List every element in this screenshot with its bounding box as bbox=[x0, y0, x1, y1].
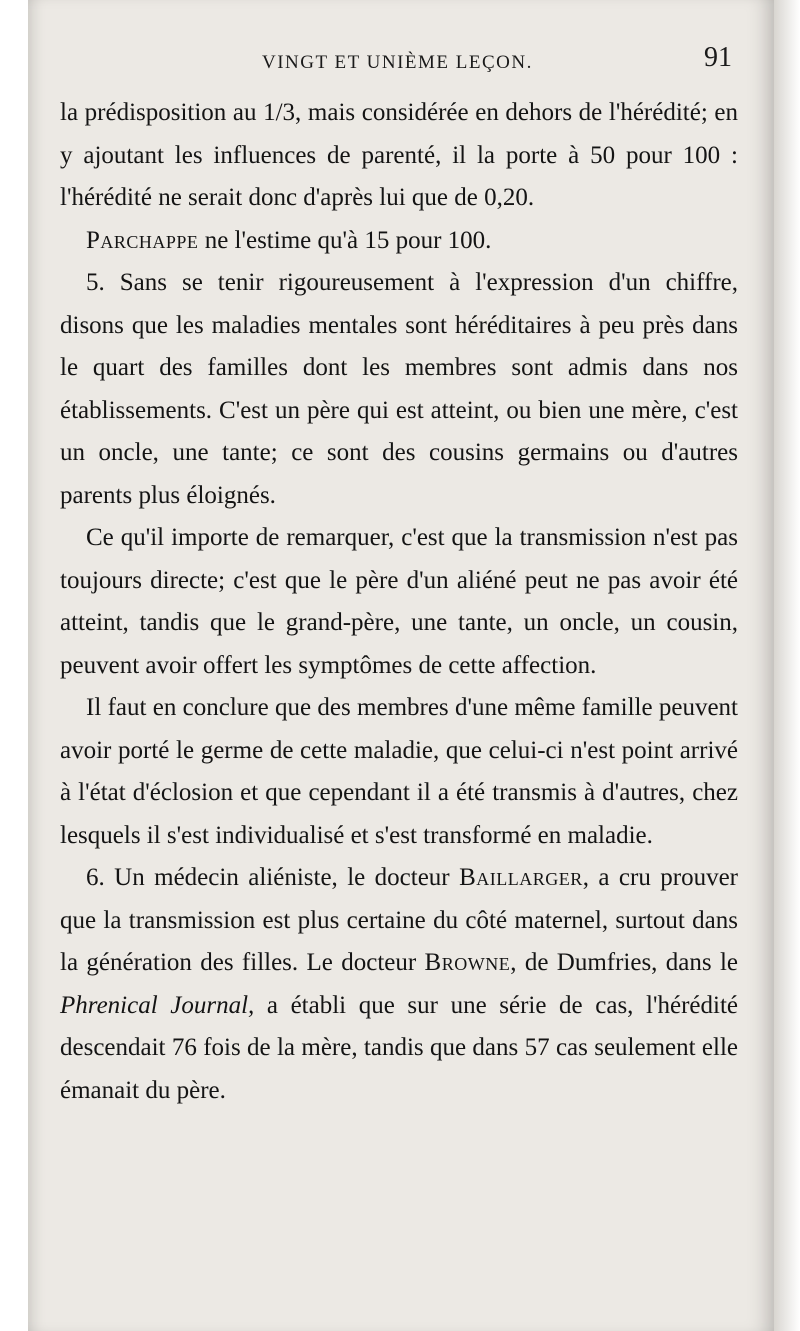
journal-title: Phrenical Journal, bbox=[60, 991, 255, 1019]
paragraph-6-text-a: 6. Un médecin aliéniste, le docteur bbox=[86, 864, 460, 891]
page-edge bbox=[774, 0, 800, 1331]
paragraph-4: Ce qu'il importe de remarquer, c'est que la transmission n'est pas toujours directe; c'est que le père d'un aliéné peut ne pas avoir été atteint, tandis que le grand-père, une tante, un oncle, un cousin, peuvent avoir offert les symptômes de cette affection. bbox=[60, 524, 738, 679]
author-name-baillarger: Baillarger bbox=[459, 864, 583, 891]
page-number: 91 bbox=[704, 42, 732, 73]
paragraph-3: 5. Sans se tenir rigoureusement à l'expression d'un chiffre, disons que les maladies mentales sont héréditaires à peu près dans le quart des familles dont les membres sont admis dans nos établissements. C'est un père qui est atteint, ou bien une mère, c'est un oncle, une tante; ce sont des cousins germains ou d'autres parents plus éloignés. bbox=[60, 269, 738, 509]
paragraph-6-text-c: , de Dumfries, dans le bbox=[510, 949, 738, 976]
paragraph-1: la prédisposition au 1/3, mais considérée en dehors de l'hérédité; en y ajoutant les influences de parenté, il la porte à 50 pour 100 : l'hérédité ne serait donc d'après lui que de 0,20. bbox=[60, 99, 738, 211]
running-head: VINGT ET UNIÈME LEÇON. bbox=[262, 52, 533, 73]
paragraph-5: Il faut en conclure que des membres d'une même famille peuvent avoir porté le germe de cette maladie, que celui-ci n'est point arrivé à l'état d'éclosion et que cependant il a été transmis à d'autres, chez lesquels il s'est individualisé et s'est transformé en maladie. bbox=[60, 694, 738, 849]
author-name-parchappe: Parchappe bbox=[86, 226, 199, 254]
paragraph-6 bbox=[60, 857, 738, 1112]
body-text bbox=[60, 92, 738, 1112]
paragraph-2-text: ne l'estime qu'à 15 pour 100. bbox=[198, 226, 492, 254]
page-header bbox=[60, 42, 740, 82]
paragraph-2 bbox=[60, 220, 738, 263]
paragraph-6-text-d: a établi que sur une série de cas, l'hérédité descendait 76 fois de la mère, tandis que dans 57 cas seulement elle émanait du père. bbox=[60, 991, 738, 1104]
paragraph-6-text-b: , a cru prouver que la transmission est plus certaine du côté maternel, surtout dans la génération des filles. Le docteur bbox=[60, 864, 739, 976]
author-name-browne: Browne bbox=[424, 949, 511, 976]
